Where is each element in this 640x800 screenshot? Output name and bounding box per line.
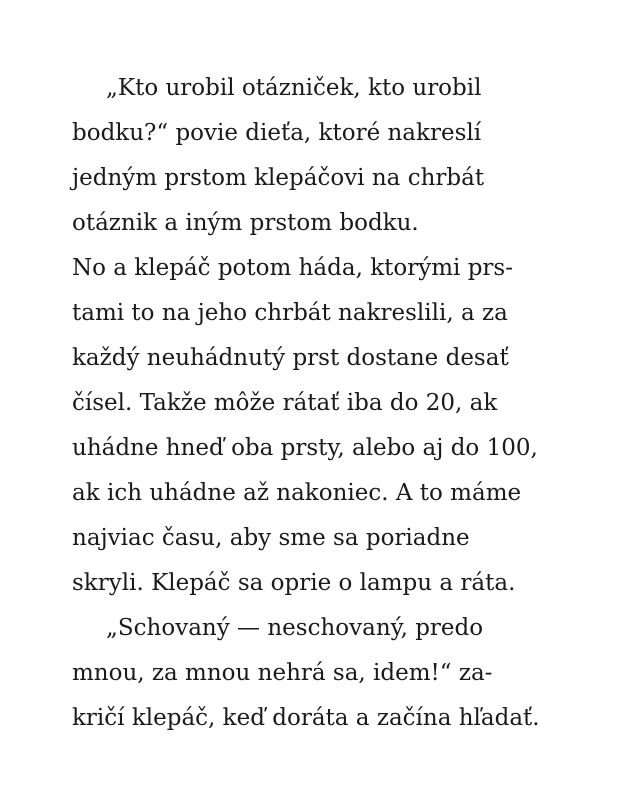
text-line: „Schovaný — neschovaný, predo bbox=[106, 615, 484, 641]
body-text bbox=[72, 66, 592, 741]
text-line: tami to na jeho chrbát nakreslili, a za bbox=[72, 300, 508, 326]
paragraph-3 bbox=[72, 606, 592, 741]
text-line: jedným prstom klepáčovi na chrbát bbox=[72, 165, 485, 191]
text-line: uhádne hneď oba prsty, alebo aj do 100, bbox=[72, 435, 538, 461]
text-line: skryli. Klepáč sa oprie o lampu a ráta. bbox=[72, 570, 516, 596]
text-line: kričí klepáč, keď doráta a začína hľadať. bbox=[72, 705, 540, 731]
text-line: každý neuhádnutý prst dostane desať bbox=[72, 345, 509, 371]
paragraph-1 bbox=[72, 66, 592, 246]
text-line: ak ich uhádne až nakoniec. A to máme bbox=[72, 480, 522, 506]
text-line: No a klepáč potom háda, ktorými prs- bbox=[72, 255, 513, 281]
paragraph-2 bbox=[72, 246, 592, 606]
text-line: otáznik a iným prstom bodku. bbox=[72, 210, 419, 236]
text-line: najviac času, aby sme sa poriadne bbox=[72, 525, 470, 551]
text-line: mnou, za mnou nehrá sa, idem!“ za- bbox=[72, 660, 493, 686]
text-line: bodku?“ povie dieťa, ktoré nakreslí bbox=[72, 120, 482, 146]
text-line: čísel. Takže môže rátať iba do 20, ak bbox=[72, 390, 498, 416]
text-line: „Kto urobil otázniček, kto urobil bbox=[106, 75, 482, 101]
